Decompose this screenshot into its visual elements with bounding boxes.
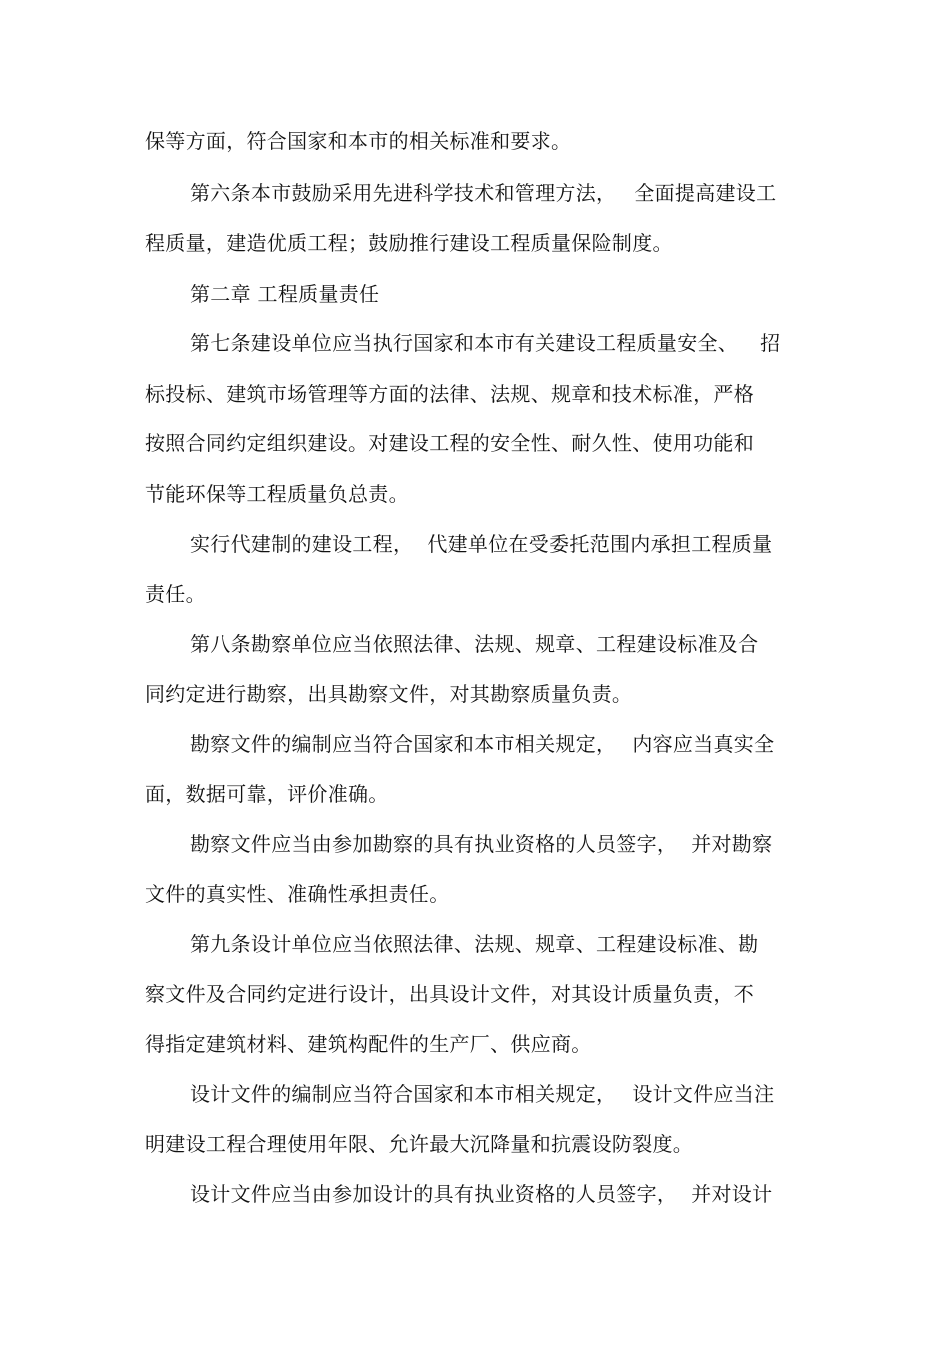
- design-sign-line-1: 设计文件应当由参加设计的具有执业资格的人员签字， 并对设计: [190, 1182, 773, 1206]
- article-8-line-1: 第八条勘察单位应当依照法律、法规、规章、工程建设标准及合: [190, 632, 759, 656]
- survey-doc-line-1: 勘察文件的编制应当符合国家和本市相关规定， 内容应当真实全: [190, 732, 775, 756]
- survey-sign-line-2: 文件的真实性、准确性承担责任。: [145, 882, 450, 906]
- survey-sign-line-1: 勘察文件应当由参加勘察的具有执业资格的人员签字， 并对勘察: [190, 832, 773, 856]
- agent-build-line-2: 责任。: [145, 582, 206, 606]
- article-7-line-4: 节能环保等工程质量负总责。: [145, 482, 409, 506]
- design-doc-line-2: 明建设工程合理使用年限、允许最大沉降量和抗震设防裂度。: [145, 1132, 694, 1156]
- article-6-line-1: 第六条本市鼓励采用先进科学技术和管理方法， 全面提高建设工: [190, 181, 777, 205]
- article-7-line-1: 第七条建设单位应当执行国家和本市有关建设工程质量安全、 招: [190, 331, 781, 355]
- survey-doc-line-2: 面，数据可靠，评价准确。: [145, 782, 389, 806]
- article-9-line-2: 察文件及合同约定进行设计，出具设计文件，对其设计质量负责，不: [145, 982, 754, 1006]
- article-9-line-3: 得指定建筑材料、建筑构配件的生产厂、供应商。: [145, 1032, 592, 1056]
- article-7-line-2: 标投标、建筑市场管理等方面的法律、法规、规章和技术标准，严格: [145, 382, 754, 406]
- design-doc-line-1: 设计文件的编制应当符合国家和本市相关规定， 设计文件应当注: [190, 1082, 775, 1106]
- agent-build-line-1: 实行代建制的建设工程， 代建单位在受委托范围内承担工程质量: [190, 532, 773, 556]
- article-9-line-1: 第九条设计单位应当依照法律、法规、规章、工程建设标准、勘: [190, 932, 759, 956]
- chapter-2-heading: 第二章 工程质量责任: [190, 282, 380, 306]
- article-7-line-3: 按照合同约定组织建设。对建设工程的安全性、耐久性、使用功能和: [145, 431, 754, 455]
- article-6-line-2: 程质量，建造优质工程；鼓励推行建设工程质量保险制度。: [145, 231, 673, 255]
- text-line-1: 保等方面，符合国家和本市的相关标准和要求。: [145, 129, 572, 153]
- article-8-line-2: 同约定进行勘察，出具勘察文件，对其勘察质量负责。: [145, 682, 633, 706]
